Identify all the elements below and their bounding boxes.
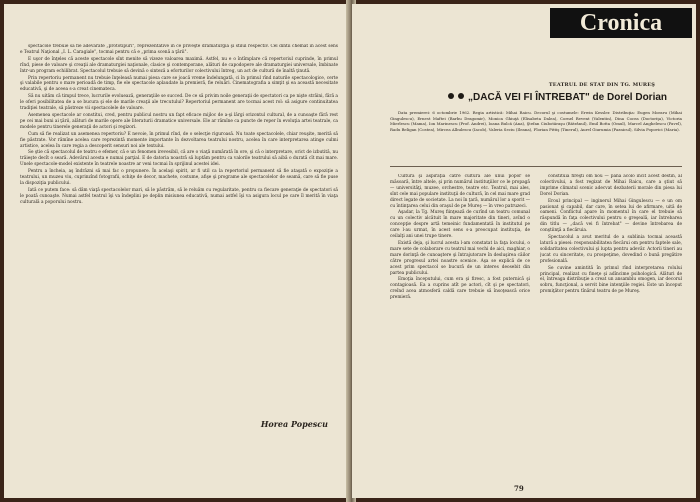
headline-text: „DACĂ VEI FI ÎNTREBAT" de Dorel Dorian [468, 92, 668, 103]
cast-text: Data premierei: 6 octombrie 1962. Regia artistică: Mihai Raicu. Decorul şi costumele: Erwin Kessler. Distribuţia: Eugen Moraru (Mihai Gingulescu), Ernest Maftei (Barbu Dragomir), Monica Ghiuţă (Elisabeta Dalea), Cornel Revent (Valentin), Dina Cocea (Doctoriţa), Victoria Mierlescu (Mama), Ion Marinescu (Prof. Andrei), Ioana Bulcă (Ana), Ştefan Ciubotăraşu (Bătrânul), Emil Botta (Omul), Marcel Anghelescu (Pavel), Radu Beligan (Costea), Mircea Albulescu (Iacob), Valeria Seciu (Ileana), Florian Pittiş (Tinerul), Aurel Giurumia (Paznicul), Silvia Popovici (Maria). [390, 110, 682, 132]
review-column-1 [390, 174, 530, 474]
paragraph: Se ştie că spectacolul de teatru e efemer, că e un fenomen irevesibil, că are o viaţă numărată în ore, şi că o interpretare, orict de izbutită, nu trăieşte decît o seară. Adevărul acesta e numai parţial. E de datoria noastră să luptăm pentru ca valorile teatrului să aibă o durată cît mai mare. Unele spectacole-model existente în teatrele noastre ar veni tocmai în sprijinul acestei idei. [20, 150, 338, 168]
paragraph: Pentru a încheia, aş îndrăzni să mai fac o propunere. În acelaşi spirit, ar fi util ca la repertoriul permanent să fie ataşată o expoziţie a teatrului, un muzeu viu, cuprinzînd fotografii, schiţe de decor, machete, costume, afişe şi programe ale spectacolelor de seamă, care să fie puse la dispoziţia publicului. [20, 169, 338, 186]
divider [390, 166, 682, 167]
paragraph: spectacole trebuie să fie adevărate „prototipuri", reprezentative în ce priveşte dramaturgia şi stilul respectiv. Cel dintîi chemat în acest sens e Teatrul Naţional „I. L. Caragiale", tocmai pentru că e „prima scenă a ţării". [20, 44, 338, 55]
left-article-text [20, 44, 338, 406]
paragraph: Există deja, şi lucrul acesta l-am constatat la faţa locului, o mare sete de colaborare cu teatrul mai vechi de aici, maghiar, o mare dorinţă de cunoaştere şi întrajutorare în desluşirea căilor către progresul artei noastre scenice. Aşa se explică de ce acest prim spectacol se bucură de un interes deosebit din partea publicului. [390, 240, 530, 276]
paragraph: Cultura şi aspiraţia către cultură ale unui popor se măsoară, între altele, şi prin numărul instituţiilor ce le propagă — universităţi, muzee, orchestre, teatre etc. Teatrul, mai ales, sînt cele mai populare instituţii de cultură, în cel mai mare grad direct legate de societate. La noi în ţară, numărul lor a sporit — cu întinţarea celui din oraşul de pe Mureş — în vreo patruzeci. [390, 174, 530, 209]
author-signature: Horea Popescu [260, 419, 328, 429]
paragraph: Se cuvine amintită în primul rînd interpretarea rolului principal, realizat cu fineţe şi adîncime psihologică. Alături de el, întreaga distribuţie a creat un ansamblu omogen, iar decorul sobru, funcţional, a servit bine intenţiile regiei. Este un început promiţător pentru tînărul teatru de pe Mureş. [540, 265, 682, 295]
article-kicker: TEATRUL DE STAT DIN TG. MUREŞ [548, 82, 656, 88]
paragraph: E uşor de înţeles că aceste spectacole sînt menite să vizeze valoarea maximă. Astfel, nu e o întîmplare că repertoriul cuprinde, în primul rînd, piese de valoare şi creaţii ale dramaturgiei naţionale, clasice şi contemporane, alături de capodopere ale dramaturgiei universale, îmbinate într-un program echilibrat. Spectacolul trebuie să devină o sinteză a eforturilor colectivului întreg, un act de cultură de înaltă ţinută. [20, 56, 338, 74]
section-header: Cronica [550, 8, 692, 38]
paragraph: Spectacolul a avut meritul de a sublinia tocmai această latură a piesei: responsabilitatea fiecărui om pentru faptele sale, solidaritatea colectivului şi lupta pentru adevăr. Actorii tineri au jucat cu sinceritate, cu prospeţime, dovedind o bună pregătire profesională. [540, 235, 682, 264]
paragraph: Să nu uităm că timpul trece, lucrurile evoluează, generaţiile se succed. De ce să privim noile generaţii de spectatori ca pe nişte străini, fără a le oferi posibilitatea de a se bucura şi ele de marile creaţii ale trecutului? Repertoriul permanent are tocmai acest rol: să asigure continuitatea tradiţiei teatrale, să păstreze vii spectacolele de valoare. [20, 94, 338, 112]
bullet-icon [448, 93, 454, 99]
paragraph: Eroul principal — inginerul Mihai Gingulescu — e un om pasionat şi capabil, dar care, în setea lui de afirmare, uită de oameni. Conflictul apare în momentul în care el trebuie să răspundă în faţa colectivului pentru o greşeală, iar întrebarea din titlu — „dacă vei fi întrebat" — devine întrebarea de conştiinţă a fiecăruia. [540, 198, 682, 234]
bullet-icon [458, 93, 464, 99]
paragraph: constituia fireşti om nou — pâna acolo încît acest destin, al colectivului, a fost regizat de Mihai Raicu, care a ştiut să imprime climatul scenic adecvat dezbaterii morale din piesa lui Dorel Dorian. [540, 174, 682, 197]
paragraph: Iată ce putem face: să dăm viaţă spectacolelor mari, să le păstrăm, să le reluăm cu regularitate, pentru ca fiecare generaţie de spectatori să le poată cunoaşte. Numai astfel teatrul îşi va îndeplini pe deplin misiunea educativă, numai astfel îşi va asigura locul pe care îl merită în viaţa culturală a poporului nostru. [20, 187, 338, 205]
left-page [4, 4, 350, 498]
review-column-2 [540, 174, 682, 474]
cast-list [390, 110, 682, 160]
paragraph: Emoţia începutului, cum era şi firesc, a fost puternică şi contagioasă. Ea a cuprins atît pe actori, cît şi pe spectatori, creînd acea atmosferă caldă care trebuie să însoţească orice premieră. [390, 277, 530, 301]
page-number: 79 [514, 484, 524, 493]
right-page [352, 4, 696, 498]
paragraph: Prin repertoriu permanent nu trebuie înţeleasă numai piesa care se joacă vreme îndelungată, ci în primul rînd naturile spectacologice, certe şi valabile pentru o mare perioadă de timp, fie ele spectacole aplaudate la premieră, fie reluări. Cinematografia a simţit şi ea această necesitate educativă, şi de aceea s-a creat cinemateca. [20, 75, 338, 93]
paragraph: Cum să fie realizat un asemenea repertoriu? E nevoie, în primul rînd, de o selecţie riguroasă. Nu toate spectacolele, chiar reuşite, merită să fie păstrate. Vor rămîne acelea care reprezintă momente importante în dezvoltarea teatrului nostru, acelea în care interpretarea atinge culmi artistice, acelea în care regia a descoperit sensuri noi ale textului. [20, 131, 338, 149]
paragraph: Asemenea spectacole ar constitui, cred, pentru publicul nostru un fapt eficace mijloc de a-şi lărgi orizontul cultural, de a cunoaşte fără rest pe cei mai buni ai ţării, alături de marile opere ale literaturii dramatice universale. Ele ar rămîne ca puncte de reper în evoluţia artei teatrale, ca modele pentru tinerele generaţii de actori şi regizori. [20, 112, 338, 130]
paragraph: Aşadar, la Tg. Mureş fiinţează de curînd un teatru comunal cu un colectiv alcătuit în mare majoritate din tineri, avînd o concepţie despre artă temeinic fundamentată în institutul pe care l-au urmat, în acest sens s-a preocupat instituţia, de ceilalţi ani unei trupe tinere. [390, 210, 530, 240]
article-headline [448, 92, 688, 103]
